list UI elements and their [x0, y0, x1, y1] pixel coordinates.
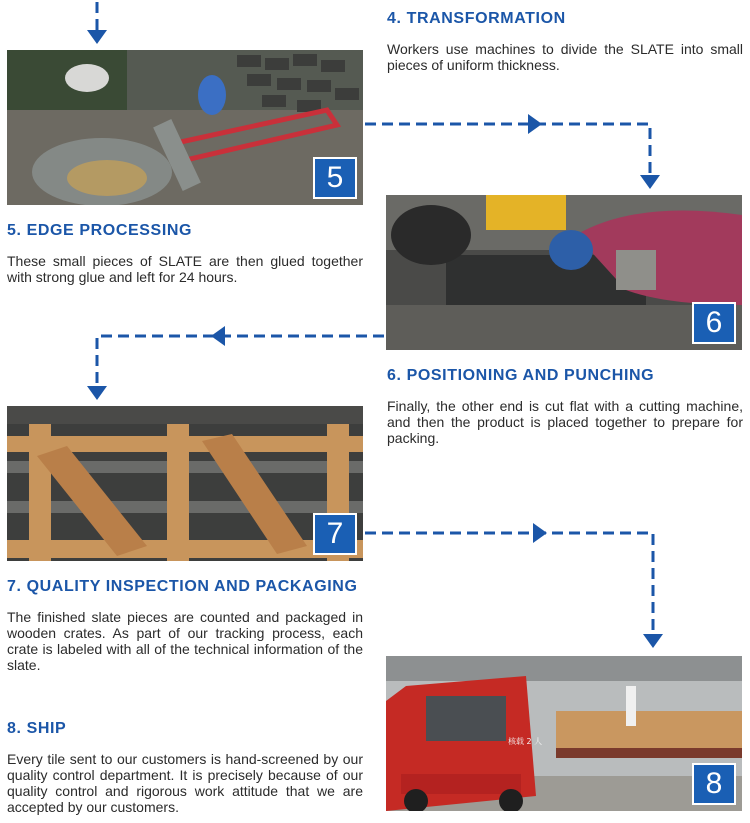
step-8-number-badge: 8: [692, 763, 736, 805]
step-7-heading: 7. QUALITY INSPECTION AND PACKAGING: [7, 578, 358, 595]
step-7-description: The finished slate pieces are counted and packaged in wooden crates. As part of our tracking process, each crate is labeled with all of the technical information of the slate.: [7, 609, 363, 673]
step-7-number-badge: 7: [313, 513, 357, 555]
arrow-head-down-8: [643, 634, 663, 648]
step-4-description: Workers use machines to divide the SLATE into small pieces of uniform thickness.: [387, 41, 743, 73]
step-4-heading: 4. TRANSFORMATION: [387, 10, 566, 27]
arrow-head-mid-right-1: [528, 114, 542, 134]
truck-door-text: 核载 2 人: [508, 737, 543, 746]
arrow-head-mid-right-2: [533, 523, 547, 543]
step-6-heading: 6. POSITIONING AND PUNCHING: [387, 367, 655, 384]
step-5-description: These small pieces of SLATE are then glued together with strong glue and left for 24 hours.: [7, 253, 363, 285]
step-6-description: Finally, the other end is cut flat with a cutting machine, and then the product is placed together to prepare for packing.: [387, 398, 743, 446]
step-8-description: Every tile sent to our customers is hand-screened by our quality control department. It is precisely because of our quality control and rigorous work attitude that we are accepted by our customers.: [7, 751, 363, 815]
arrow-6-to-7: [97, 336, 384, 388]
step-8-heading: 8. SHIP: [7, 720, 67, 737]
arrow-head-down-7: [87, 386, 107, 400]
step-7-photo: [7, 406, 363, 561]
step-6-photo: [386, 195, 742, 350]
step-8-photo: [386, 656, 742, 811]
arrow-head-down-6: [640, 175, 660, 189]
arrow-7-to-8: [365, 533, 653, 636]
step-5-number-badge: 5: [313, 157, 357, 199]
step-5-heading: 5. EDGE PROCESSING: [7, 222, 193, 239]
step-5-photo: [7, 50, 363, 205]
step-6-number-badge: 6: [692, 302, 736, 344]
arrow-head-top: [87, 30, 107, 44]
arrow-5-to-6: [365, 124, 650, 178]
arrow-head-mid-left: [211, 326, 225, 346]
